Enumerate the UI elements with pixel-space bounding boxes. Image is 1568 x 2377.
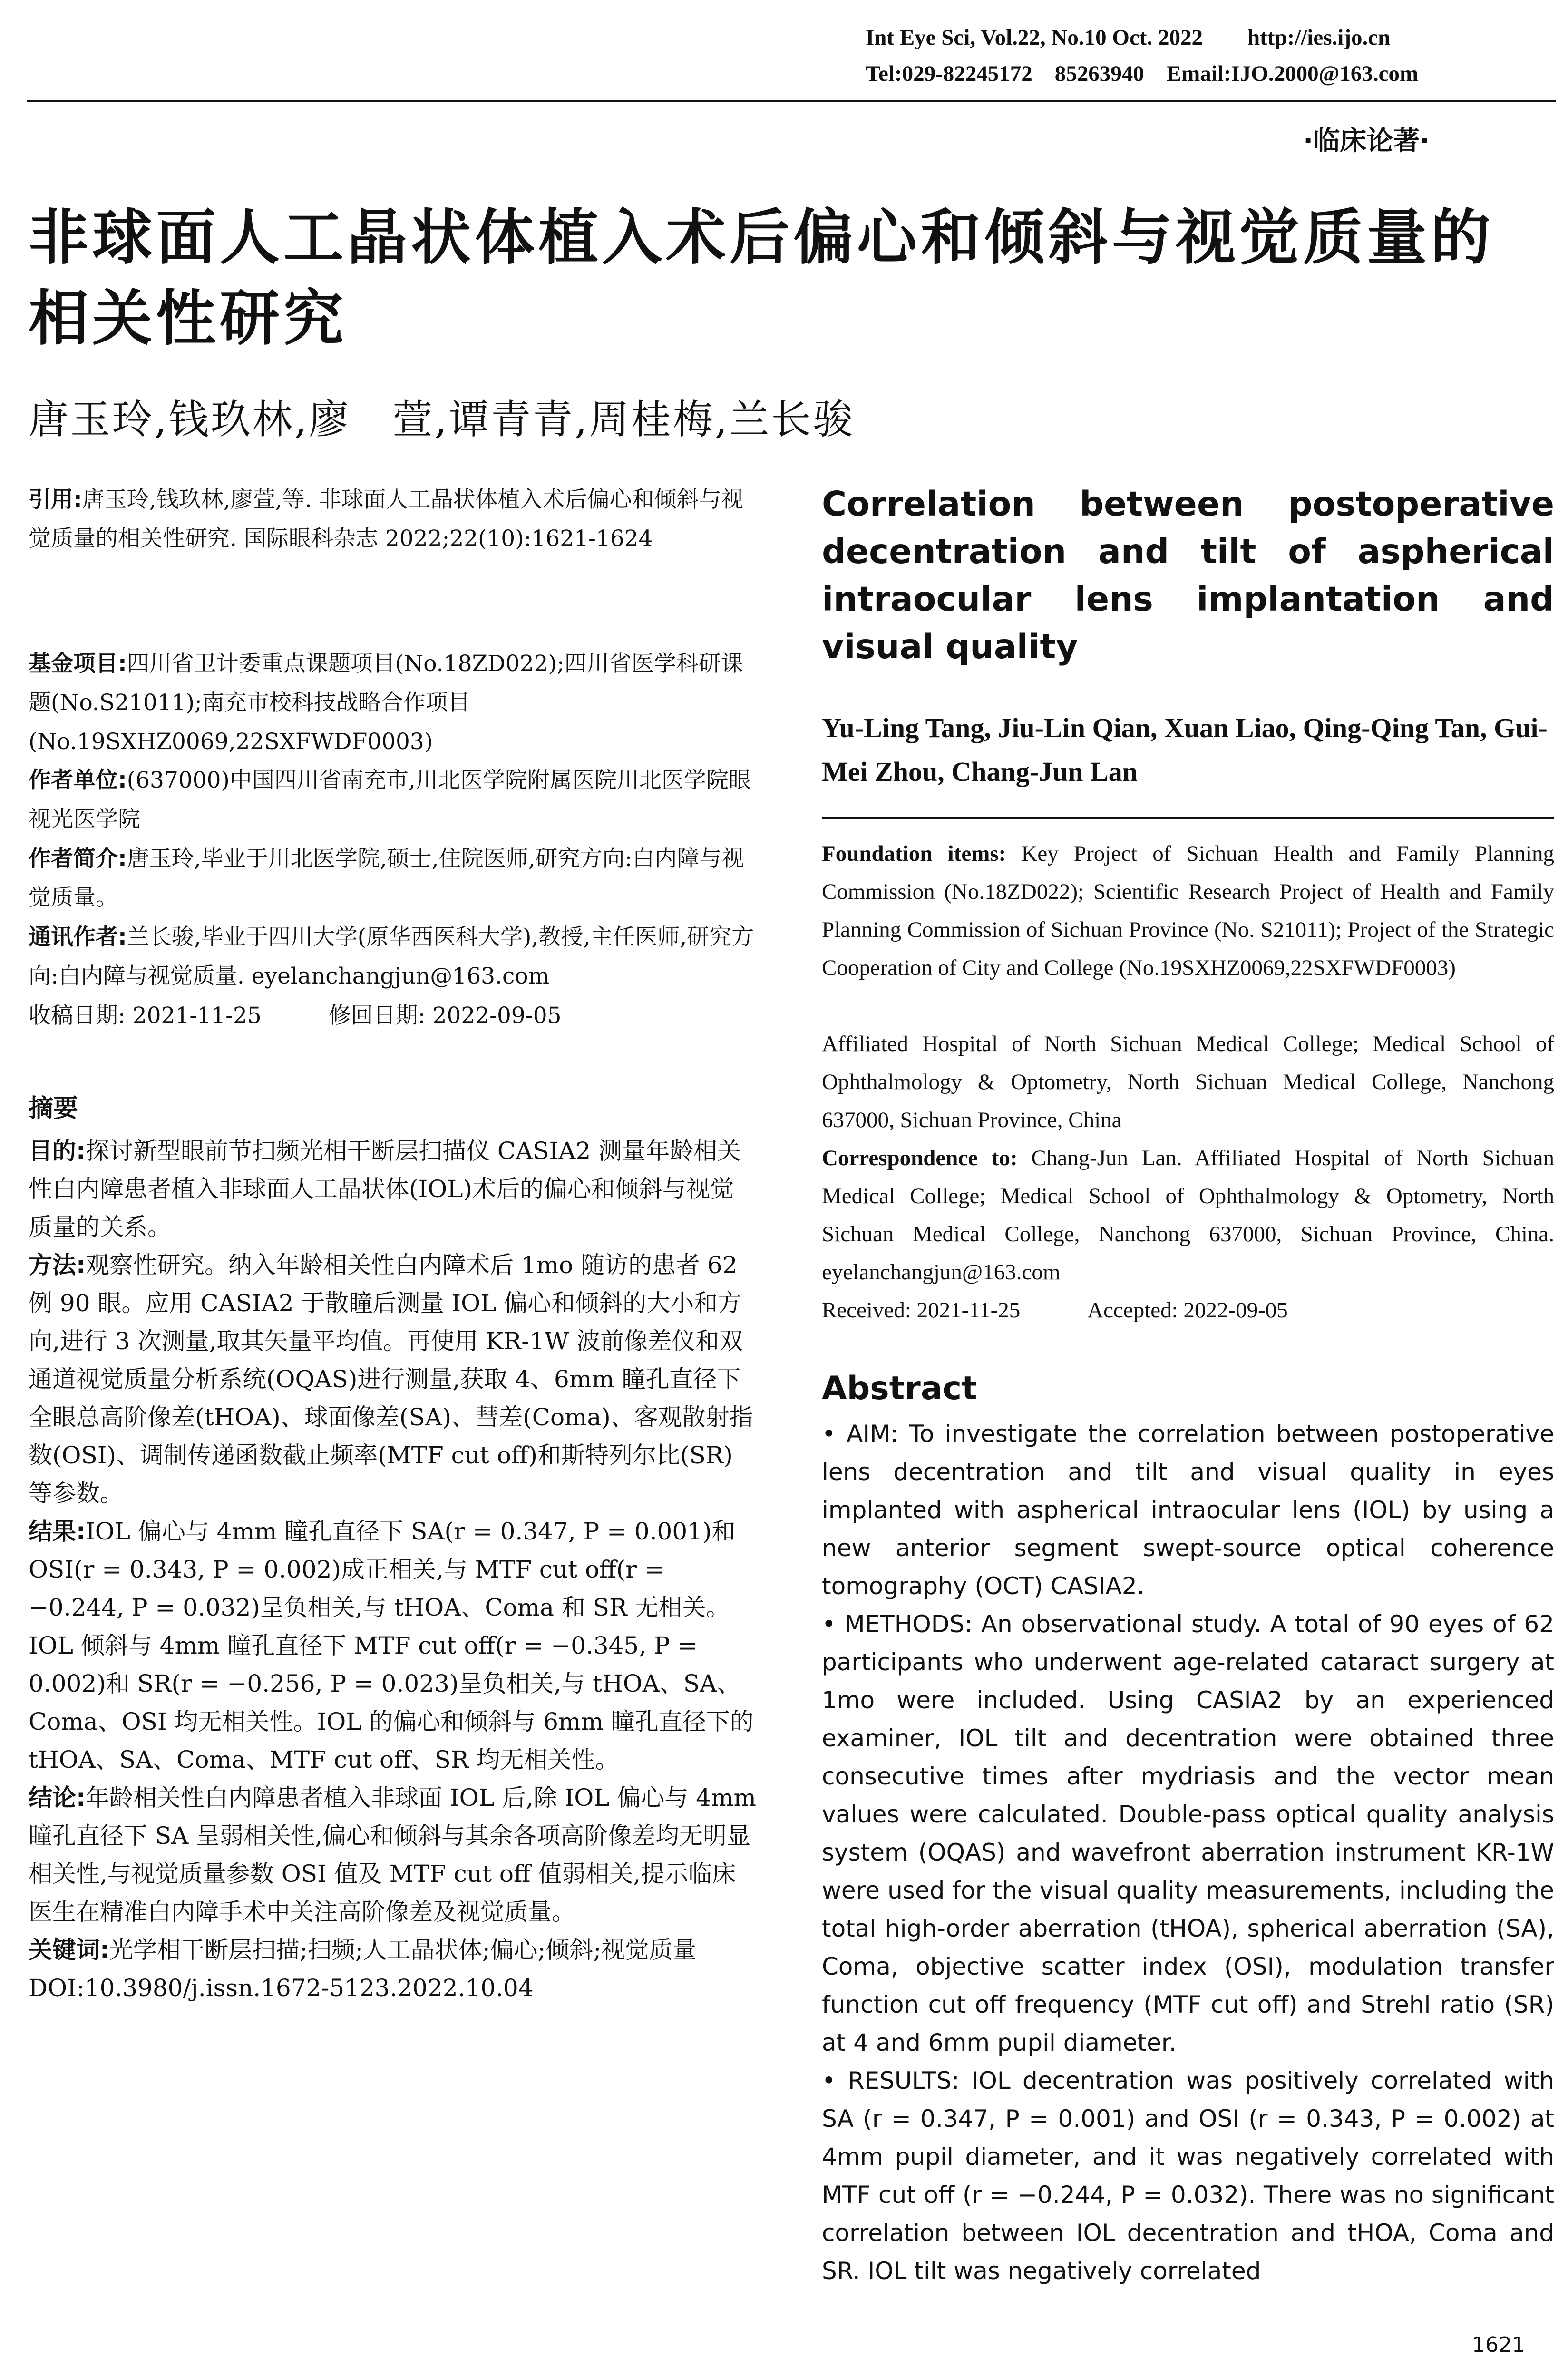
conclusion-text-cn: 年龄相关性白内障患者植入非球面 IOL 后,除 IOL 偏心与 4mm 瞳孔直径下 SA 呈弱相关性,偏心和倾斜与其余各项高阶像差均无明显相关性,与视觉质量参数 OSI 值及 MTF cut off 值弱相关,提示临床医生在精准白内障手术中关注高阶像差及视觉质量。 [29,1784,756,1926]
authors-rule [822,817,1554,819]
conclusion-label-cn: 结论: [29,1784,86,1812]
keywords-text-cn: 光学相干断层扫描;扫频;人工晶状体;偏心;倾斜;视觉质量 [109,1936,697,1964]
foundation-text-en: Key Project of Sichuan Health and Family Planning Commission (No.18ZD022); Scientific Research Project of Health and Family Planning Commission of Sichuan Province (No. S21011); Project of the Strategic Cooperation of City and College (No.19SXHZ0069,22SXFWDF0003) [822,841,1555,980]
corresponding-label: 通讯作者: [29,924,127,950]
page-number: 1621 [1472,2333,1525,2357]
funding-text: 四川省卫计委重点课题项目(No.18ZD022);四川省医学科研课题(No.S21011);南充市校科技战略合作项目(No.19SXHZ0069,22SXFWDF0003) [29,651,743,755]
abstract-body-en [822,1415,1554,2290]
author-bio-label: 作者简介: [29,846,127,872]
author-bio-block [29,839,756,917]
citation-block [29,480,756,558]
author-bio-text: 唐玉玲,毕业于川北医学院,硕士,住院医师,研究方向:白内障与视觉质量。 [29,846,744,911]
abstract-body-cn [29,1132,756,2007]
journal-header-line2: Tel:029-82245172 85263940 Email:IJO.2000@163.com [866,61,1419,86]
results-cn [29,1512,756,1779]
citation-text: 唐玉玲,钱玖林,廖萱,等. 非球面人工晶状体植入术后偏心和倾斜与视觉质量的相关性研究. 国际眼科杂志 2022;22(10):1621-1624 [29,487,744,552]
received-dates-cn: 收稿日期: 2021-11-25 修回日期: 2022-09-05 [29,1003,562,1029]
article-title-en: Correlation between postoperative decentration and tilt of aspherical intraocular lens implantation and visual quality [822,484,1554,666]
aim-cn [29,1132,756,1246]
funding-block [29,644,756,761]
affiliation-en: Affiliated Hospital of North Sichuan Medical College; Medical School of Ophthalmology & Optometry, North Sichuan Medical College, Nanchong 637000, Sichuan Province, China [822,1032,1554,1132]
received-dates-en: Received: 2021-11-25 Accepted: 2022-09-05 [822,1298,1288,1323]
aim-label-cn: 目的: [29,1137,86,1165]
results-label-cn: 结果: [29,1518,86,1545]
header-rule [27,100,1556,102]
foundation-label-en: Foundation items: [822,841,1006,866]
abstract-heading-en: Abstract [822,1370,977,1407]
funding-label: 基金项目: [29,651,127,677]
results-text-cn: IOL 偏心与 4mm 瞳孔直径下 SA(r = 0.347, P = 0.001)和 OSI(r = 0.343, P = 0.002)成正相关,与 MTF cut off(r = −0.244, P = 0.032)呈负相关,与 tHOA、Coma 和 SR 无相关。IOL 倾斜与 4mm 瞳孔直径下 MTF cut off(r = −0.345, P = 0.002)和 SR(r = −0.256, P = 0.023)呈负相关,与 tHOA、SA、Coma、OSI 均无相关性。IOL 的偏心和倾斜与 6mm 瞳孔直径下的 tHOA、SA、Coma、MTF cut off、SR 均无相关性。 [29,1518,754,1773]
aim-en: • AIM: To investigate the correlation between postoperative lens decentration and tilt and visual quality in eyes implanted with aspherical intraocular lens (IOL) by using a new anterior segment swept-source optical coherence tomography (OCT) CASIA2. [822,1420,1554,1600]
results-en: • RESULTS: IOL decentration was positively correlated with SA (r = 0.347, P = 0.001) and OSI (r = 0.343, P = 0.002) at 4mm pupil diameter, and it was negatively correlated with MTF cut off (r = −0.244, P = 0.032). There was no significant correlation between IOL decentration and tHOA, Coma and SR. IOL tilt was negatively correlated [822,2067,1554,2285]
corresponding-author-block [29,918,756,996]
authors-en: Yu-Ling Tang, Jiu-Lin Qian, Xuan Liao, Qing-Qing Tan, Gui-Mei Zhou, Chang-Jun Lan [822,712,1548,787]
methods-text-cn: 观察性研究。纳入年龄相关性白内障术后 1mo 随访的患者 62 例 90 眼。应用 CASIA2 于散瞳后测量 IOL 偏心和倾斜的大小和方向,进行 3 次测量,取其矢量平均值。再使用 KR-1W 波前像差仪和双通道视觉质量分析系统(OQAS)进行测量,获取 4、6mm 瞳孔直径下全眼总高阶像差(tHOA)、球面像差(SA)、彗差(Coma)、客观散射指数(OSI)、调制传递函数截止频率(MTF cut off)和斯特列尔比(SR)等参数。 [29,1251,753,1507]
foundation-block-en [822,835,1554,987]
keywords-label-cn: 关键词: [29,1936,109,1964]
correspondence-label-en: Correspondence to: [822,1146,1018,1170]
journal-header-line1: Int Eye Sci, Vol.22, No.10 Oct. 2022 http://ies.ijo.cn [866,25,1391,50]
section-label: ·临床论著· [1303,126,1430,156]
citation-label: 引用: [29,487,82,513]
authors-cn: 唐玉玲,钱玖林,廖 萱,谭青青,周桂梅,兰长骏 [29,396,855,443]
article-title-cn: 非球面人工晶状体植入术后偏心和倾斜与视觉质量的相关性研究 [29,203,1494,353]
keywords-cn [29,1931,756,1969]
methods-cn [29,1246,756,1512]
affiliation-text: (637000)中国四川省南充市,川北医学院附属医院川北医学院眼视光医学院 [29,767,751,832]
doi: DOI:10.3980/j.issn.1672-5123.2022.10.04 [29,1974,534,2002]
affiliation-label: 作者单位: [29,767,127,793]
aim-text-cn: 探讨新型眼前节扫频光相干断层扫描仪 CASIA2 测量年龄相关性白内障患者植入非球面人工晶状体(IOL)术后的偏心和倾斜与视觉质量的关系。 [29,1137,741,1241]
conclusion-cn [29,1779,756,1931]
correspondence-text-en: Chang-Jun Lan. Affiliated Hospital of North Sichuan Medical College; Medical School of Ophthalmology & Optometry, North Sichuan Medical College, Nanchong 637000, Sichuan Province, China. eyelanchangjun@163.com [822,1146,1554,1285]
correspondence-block-en [822,1139,1554,1291]
methods-en: • METHODS: An observational study. A total of 90 eyes of 62 participants who underwent age-related cataract surgery at 1mo were included. Using CASIA2 by an experienced examiner, IOL tilt and decentration were obtained three consecutive times after mydriasis and the vector mean values were calculated. Double-pass optical quality analysis system (OQAS) and wavefront aberration instrument KR-1W were used for the visual quality measurements, including the total high-order aberration (tHOA), spherical aberration (SA), Coma, objective scatter index (OSI), modulation transfer function cut off frequency (MTF cut off) and Strehl ratio (SR) at 4 and 6mm pupil diameter. [822,1610,1554,2056]
abstract-heading-cn: 摘要 [29,1094,78,1123]
methods-label-cn: 方法: [29,1251,86,1279]
affiliation-block [29,761,756,839]
corresponding-text: 兰长骏,毕业于四川大学(原华西医科大学),教授,主任医师,研究方向:白内障与视觉质量. eyelanchangjun@163.com [29,924,754,989]
